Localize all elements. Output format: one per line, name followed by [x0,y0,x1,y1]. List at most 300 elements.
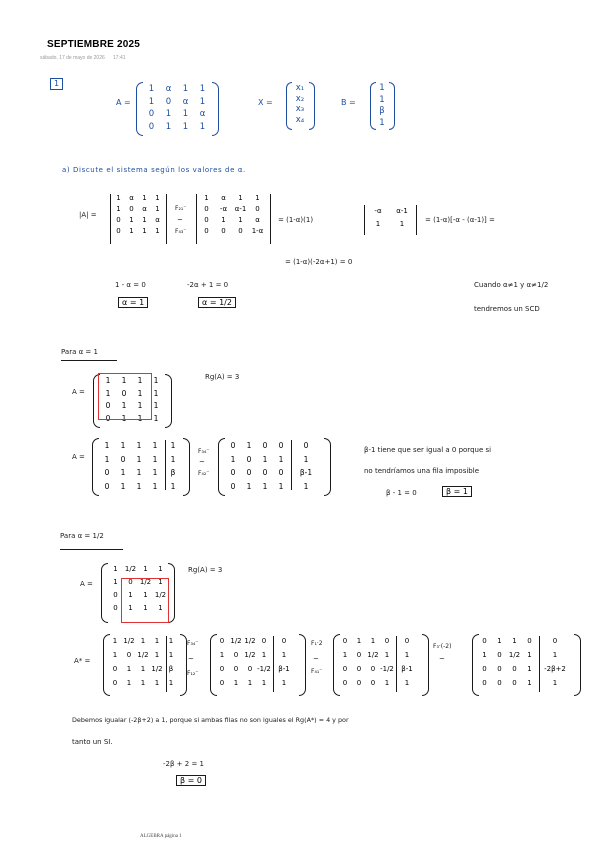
matrix-cell: 1 [230,454,236,464]
case1-op-top: F₃₄⁻ [198,448,210,455]
matrix-cell: 1 [182,121,189,132]
matrix-cell: 1 [152,481,158,491]
case1-aug-label: A = [72,453,85,461]
matrix-cell: 1 [140,665,146,673]
matrix-cell: 1 [129,216,134,224]
matrix-cell: 0 [497,665,502,673]
matrix-cell: x₂ [295,93,305,104]
matrix-cell: 1 [303,454,309,464]
conclusion-line-2: tendremos un SCD [474,305,540,313]
matrix-cell: 0 [112,679,118,687]
matrix-cell: 1 [136,468,142,477]
matrix-cell: 1 [120,481,126,491]
matrix-cell: 1/2 [151,665,163,673]
matrix-cell: 0 [126,651,132,659]
matrix-cell: 1/2 [230,637,242,645]
case2-op2-top: F₁·2 [311,640,323,647]
case2-aug-paren-right [180,634,187,696]
matrix-cell: 1 [152,441,158,450]
matrix-cell: 1 [121,413,127,423]
page-date: sábado, 17 de mayo de 2026 [40,55,105,61]
case1-aug2-paren-right [324,438,331,496]
matrix-cell: 0 [230,481,236,491]
page-title: SEPTIEMBRE 2025 [47,39,141,50]
matrix-cell: 1 [261,679,267,687]
matrix-cell: 0 [278,441,284,450]
matrix-cell: 1 [137,413,143,423]
matrix-cell: 0 [342,665,348,673]
case1-minor-highlight [98,373,152,420]
matrix-cell: β [170,468,176,477]
case-alpha-half-heading: Para α = 1/2 [60,532,104,540]
matrix-cell: 1/2 [244,651,256,659]
conclusion-line-1: Cuando α≠1 y α≠1/2 [474,281,549,289]
matrix-cell: 1 [158,565,163,573]
det2-bar-right [270,194,271,244]
case1-aug-matrix [99,442,183,490]
matrix-cell: 0 [121,388,127,398]
matrix-cell: 1 [137,376,143,385]
matrix-cell: -1/2 [257,665,271,673]
matrix-cell: 1 [155,194,160,202]
final-text-2: tanto un SI. [72,738,113,746]
matrix-cell: 1 [136,481,142,491]
matrix-cell: 1 [219,651,225,659]
matrix-cell: 1 [552,651,558,659]
matrix-cell: 1 [379,117,385,128]
matrix-cell: 1 [143,604,148,612]
case-alpha-1-heading: Para α = 1 [61,348,98,356]
matrix-cell: 1 [379,94,385,105]
matrix-cell: 0 [262,468,268,477]
matrix-cell: 1 [278,454,284,464]
matrix-cell: 0 [482,637,487,645]
matrix-cell: 1 [126,665,132,673]
matrix-cell: 1 [238,194,243,202]
matrix-cell: 1 [262,454,268,464]
matrix-cell: 1 [126,679,132,687]
matrix-cell: 0 [497,679,502,687]
matrix-cell: 1 [128,591,133,599]
matrix-cell: 1 [246,481,252,491]
final-text-1: Debemos igualar (-2β+2) a 1, porque si ambas filas no son iguales el Rg(A*) = 4 y por [72,716,349,724]
case2-aug3-matrix [338,638,420,687]
matrix-cell: β-1 [299,468,313,477]
case2-aug4-matrix [477,638,573,687]
matrix-cell: 1 [129,227,134,235]
matrix-cell: 1 [170,454,176,464]
case2-aug3-paren-right [422,634,429,696]
matrix-cell: 1 [121,401,127,410]
matrix-cell: α-1 [234,205,247,213]
matrix-cell: 0 [246,454,252,464]
matrix-cell: 1 [170,481,176,491]
matrix-cell: 1 [404,679,410,687]
matrix-cell: 0 [105,401,111,410]
case1-beta-box: β = 1 [442,486,472,497]
matrix-cell: 1/2 [244,637,256,645]
matrix-cell: 1 [278,481,284,491]
det-eq2: = (1-α)[-α - (α-1)] = [425,216,495,224]
matrix-cell: 1 [128,604,133,612]
system-b-label: B = [341,98,356,107]
matrix-cell: 1 [246,441,252,450]
matrix-cell: x₁ [295,83,305,93]
case1-aug2-paren-left [218,438,225,496]
case2-rank: Rg(A) = 3 [188,566,223,574]
matrix-cell: 1 [116,194,121,202]
case1-aug2-matrix [225,442,323,490]
case2-op1-bot: F₁₂⁻ [187,670,199,677]
matrix-cell: α [255,216,260,224]
matrix-cell: 0 [482,665,487,673]
matrix-cell: 0 [116,227,121,235]
root1-eq: 1 - α = 0 [115,281,146,289]
matrix-cell: 0 [219,665,225,673]
case2-op1-mid: ~ [188,655,194,663]
matrix-cell: 0 [512,665,517,673]
matrix-cell: 1 [399,220,405,228]
det-eq1: = (1-α)(1) [278,216,314,224]
matrix-cell: 0 [255,205,260,213]
matrix-cell: 1/2 [123,637,135,645]
matrix-cell: 1 [148,96,155,107]
matrix-cell: 1 [153,388,159,398]
case1-aug-paren-right [183,438,190,496]
det2-bar-left [196,194,197,244]
case2-aug4-divider [539,636,540,692]
matrix-cell: -1/2 [380,665,394,673]
matrix-cell: 1 [370,637,376,645]
matrix-cell: 1 [104,454,110,464]
matrix-cell: 1 [142,216,147,224]
system-b-vector [375,84,389,127]
matrix-cell: 1 [153,413,159,423]
det-label: |A| = [79,211,97,219]
case1-aug-divider [165,440,166,490]
system-x-vector [291,84,309,124]
system-a-label: A = [116,98,131,107]
system-a-paren-right [212,82,219,136]
matrix-cell: 1/2 [139,578,152,586]
case2-op1-top: F₃₄⁻ [187,640,199,647]
matrix-cell: 1/2 [508,651,521,659]
matrix-cell: 1 [303,481,309,491]
matrix-cell: 1 [527,679,532,687]
matrix-cell: 1 [482,651,487,659]
case-alpha-half-underline [60,549,123,550]
matrix-cell: 1 [152,468,158,477]
matrix-cell: 0 [342,637,348,645]
case2-minor-highlight [121,578,169,623]
matrix-cell: 1 [170,441,176,450]
case2-aug2-matrix [215,638,297,687]
matrix-cell: 1 [261,651,267,659]
matrix-cell: β [379,106,385,116]
matrix-cell: 0 [219,679,225,687]
matrix-cell: 1 [168,651,174,659]
matrix-cell: 1 [384,651,390,659]
matrix-cell: 0 [238,227,243,235]
case2-op3-mid: ~ [439,655,445,663]
matrix-cell: 1 [552,679,558,687]
matrix-cell: 0 [233,651,239,659]
case1-a-label: A = [72,388,85,396]
matrix-cell: β-1 [278,665,290,673]
matrix-cell: 1 [142,227,147,235]
matrix-cell: 1 [199,121,206,132]
matrix-cell: 1 [158,578,163,586]
system-a-matrix [143,85,211,131]
matrix-cell: 0 [552,637,558,645]
matrix-cell: 0 [148,109,155,119]
matrix-cell: 0 [219,637,225,645]
det2-matrix [198,195,266,235]
matrix-cell: 1 [153,401,159,410]
matrix-cell: β [168,665,174,673]
det-op-top: F₂₁⁻ [175,205,187,212]
root2-eq: -2α + 1 = 0 [187,281,229,289]
matrix-cell: 1 [238,216,243,224]
matrix-cell: 1 [143,565,148,573]
matrix-cell: 0 [129,205,134,213]
matrix-cell: 0 [262,441,268,450]
matrix-cell: α [155,216,160,224]
matrix-cell: 1 [153,376,159,385]
matrix-cell: 1 [143,591,148,599]
system-a-paren-left [136,82,143,136]
case1-aug-paren-left [92,438,99,496]
matrix-cell: 1/2 [154,591,167,599]
matrix-cell: 0 [342,679,348,687]
matrix-cell: 1 [182,109,189,119]
matrix-cell: 1 [152,454,158,464]
matrix-cell: α-1 [396,207,408,215]
matrix-cell: 1 [165,109,172,119]
system-x-paren-right [309,82,315,130]
case2-aug4-paren-right [574,634,581,696]
matrix-cell: 1 [165,121,172,132]
matrix-cell: 1 [113,578,118,586]
matrix-cell: 1 [116,205,121,213]
case1-note-1: β-1 tiene que ser igual a 0 porque si [364,446,492,454]
matrix-cell: 0 [370,665,376,673]
matrix-cell: 1 [168,679,174,687]
case2-aug2-divider [273,636,274,692]
matrix-cell: 1 [121,376,127,385]
system-b-paren-right [389,82,395,130]
matrix-cell: 1 [527,651,532,659]
case1-beta-eq: β - 1 = 0 [386,489,417,497]
case2-a-label: A = [80,580,93,588]
matrix-cell: 1 [120,441,126,450]
matrix-cell: 1 [168,637,174,645]
matrix-cell: 0 [230,468,236,477]
matrix-cell: 1 [281,651,287,659]
matrix-cell: x₃ [295,104,305,114]
matrix-cell: 0 [370,679,376,687]
matrix-cell: 1 [512,637,517,645]
case2-aug3-divider [396,636,397,692]
matrix-cell: -α [219,205,228,213]
matrix-cell: 0 [261,637,267,645]
matrix-cell: 1 [105,388,111,398]
matrix-cell: 1 [104,441,110,450]
matrix-cell: 0 [356,665,362,673]
matrix-cell: 0 [116,216,121,224]
matrix-cell: 1 [199,96,206,107]
matrix-cell: 1 [112,637,118,645]
matrix-cell: 1 [120,468,126,477]
matrix-cell: 1 [154,679,160,687]
matrix-cell: 1 [342,651,348,659]
matrix-cell: 0 [356,651,362,659]
final-eq: -2β + 2 = 1 [163,760,204,768]
matrix-cell: 0 [113,591,118,599]
matrix-cell: 0 [204,216,209,224]
case1-a-paren-right [165,374,172,428]
matrix-cell: 0 [230,441,236,450]
matrix-cell: 1 [204,194,209,202]
case2-aug-divider [166,636,167,692]
matrix-cell: 0 [512,679,517,687]
matrix-cell: 1 [384,679,390,687]
matrix-cell: 1/2 [367,651,379,659]
det1-bar-right [166,194,167,244]
matrix-cell: -2β+2 [544,665,566,673]
matrix-cell: 1 [379,83,385,93]
matrix-cell: x₄ [295,114,305,125]
case1-aug2-divider [291,440,292,490]
matrix-cell: α [142,205,147,213]
part-a-heading: a) Discute el sistema según los valores de α. [62,166,246,174]
matrix-cell: α [221,194,226,202]
matrix-cell: 1 [233,679,239,687]
matrix-cell: 1 [375,220,381,228]
det-op-mid: ~ [177,216,183,224]
matrix-cell: 1 [136,454,142,464]
matrix-cell: 0 [278,468,284,477]
matrix-cell: α [129,194,134,202]
matrix-cell: 1 [137,388,143,398]
matrix-cell: 1 [199,84,206,94]
matrix-cell: 1 [155,205,160,213]
matrix-cell: 0 [104,481,110,491]
matrix-cell: 1 [356,637,362,645]
matrix-cell: 0 [204,227,209,235]
matrix-cell: 0 [497,651,502,659]
matrix-cell: -α [374,207,382,215]
matrix-cell: 1 [255,194,260,202]
case2-op2-bot: F₄₁⁻ [311,668,323,675]
matrix-cell: 0 [482,679,487,687]
matrix-cell: 0 [148,121,155,132]
matrix-cell: 1 [137,401,143,410]
matrix-cell: 0 [221,227,226,235]
matrix-cell: 1 [158,604,163,612]
case2-op2-mid: ~ [313,655,319,663]
matrix-cell: 1 [247,679,253,687]
matrix-cell: 1/2 [124,565,137,573]
matrix-cell: 1-α [251,227,264,235]
matrix-cell: 0 [247,665,253,673]
matrix-cell: 1 [497,637,502,645]
matrix-cell: 0 [113,604,118,612]
det3-matrix [366,208,414,228]
det-eq3: = (1-α)(-2α+1) = 0 [285,258,353,266]
matrix-cell: 1 [112,651,118,659]
case2-aug2-paren-right [299,634,306,696]
case1-op-bot: F₄₂⁻ [198,470,210,477]
case2-a-paren-right [168,563,175,623]
matrix-cell: 1 [154,637,160,645]
system-x-label: X = [258,98,273,107]
case1-note-2: no tendríamos una fila imposible [364,467,479,475]
det1-bar-left [110,194,111,244]
matrix-cell: 0 [246,468,252,477]
matrix-cell: 1 [113,565,118,573]
case-alpha-1-underline [61,360,117,361]
matrix-cell: 0 [356,679,362,687]
matrix-cell: 0 [165,96,172,107]
det1-matrix [112,195,164,235]
matrix-cell: 1 [527,665,532,673]
matrix-cell: 0 [105,413,111,423]
final-box: β = 0 [176,775,206,786]
matrix-cell: 1 [182,84,189,94]
matrix-cell: 1/2 [137,651,149,659]
matrix-cell: 0 [527,637,532,645]
matrix-cell: 1 [148,84,155,94]
matrix-cell: α [182,96,189,107]
matrix-cell: 1 [142,194,147,202]
case2-op3-top: F₃·(-2) [433,643,452,650]
det3-bar-right [416,205,417,235]
matrix-cell: α [165,84,172,94]
matrix-cell: 1 [154,651,160,659]
page-footer: ALGEBRA página 1 [140,834,182,839]
case2-aug-matrix [108,638,178,687]
matrix-cell: 1 [105,376,111,385]
matrix-cell: 1 [281,679,287,687]
matrix-cell: 1 [262,481,268,491]
matrix-cell: 1 [155,227,160,235]
case1-op-mid: ~ [199,458,205,466]
det-op-bot: F₄₃⁻ [175,228,187,235]
matrix-cell: 0 [404,637,410,645]
matrix-cell: 1 [140,637,146,645]
matrix-cell: 0 [281,637,287,645]
page-time: 17:41 [113,55,126,61]
matrix-cell: 1 [136,441,142,450]
matrix-cell: 0 [303,441,309,450]
case2-a-paren-left [101,563,108,623]
case2-aug-label: A* = [74,657,91,665]
matrix-cell: 0 [204,205,209,213]
matrix-cell: α [199,109,206,119]
matrix-cell: 1 [221,216,226,224]
matrix-cell: 0 [120,454,126,464]
matrix-cell: 1 [404,651,410,659]
root2-box: α = 1/2 [198,297,236,308]
det3-bar-left [364,205,365,235]
root1-box: α = 1 [118,297,148,308]
case1-rank: Rg(A) = 3 [205,373,240,381]
matrix-cell: 0 [233,665,239,673]
matrix-cell: 0 [104,468,110,477]
matrix-cell: β-1 [401,665,413,673]
problem-number: 1 [50,78,63,90]
